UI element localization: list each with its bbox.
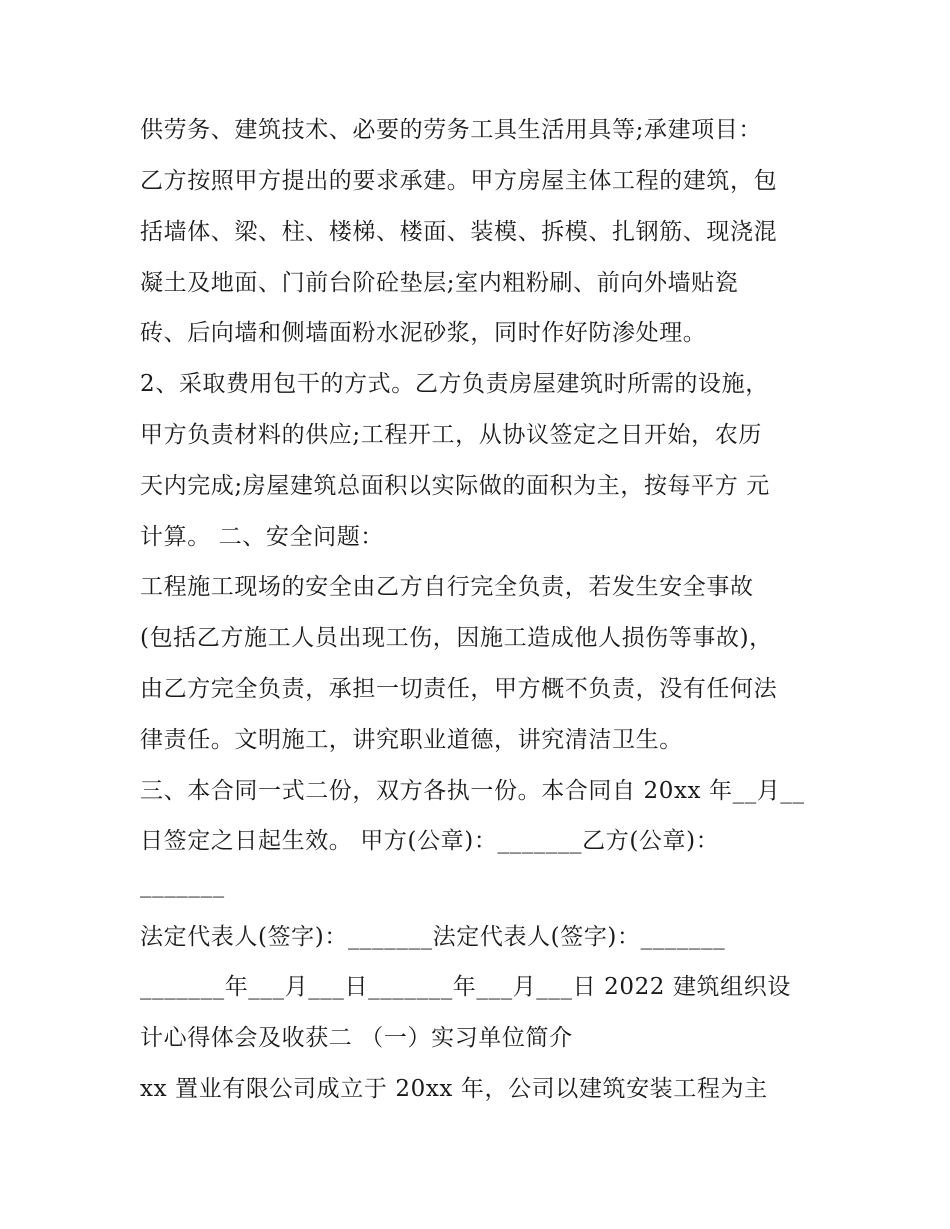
text-line: 2、采取费用包干的方式。乙方负责房屋建筑时所需的设施， <box>140 371 769 397</box>
text-line: _______ <box>140 872 225 898</box>
text-line: 乙方按照甲方提出的要求承建。甲方房屋主体工程的建筑，包 <box>140 168 778 194</box>
text-line: 甲方负责材料的供应;工程开工，从协议签定之日开始，农历 <box>140 422 762 448</box>
text-line: 工程施工现场的安全由乙方自行完全负责，若发生安全事故 <box>140 574 754 600</box>
text-line: 计心得体会及收获二 （一）实习单位简介 <box>140 1025 573 1051</box>
text-line: 三、本合同一式二份，双方各执一份。本合同自 20xx 年__月__ <box>140 778 805 804</box>
text-line: 天内完成;房屋建筑总面积以实际做的面积为主，按每平方 元 <box>140 473 770 499</box>
text-line: _______年___月___日_______年___月___日 2022 建筑组织设 <box>140 974 791 1000</box>
text-line: 由乙方完全负责，承担一切责任，甲方概不负责，没有任何法 <box>140 676 778 702</box>
text-line: 日签定之日起生效。 甲方(公章)：_______乙方(公章)： <box>140 828 720 854</box>
text-line: (包括乙方施工人员出现工伤，因施工造成他人损伤等事故)， <box>140 625 773 651</box>
text-line: 律责任。文明施工，讲究职业道德，讲究清洁卫生。 <box>140 727 683 753</box>
text-line: 计算。 二、安全问题： <box>140 524 384 550</box>
text-line: 砖、后向墙和侧墙面粉水泥砂浆，同时作好防渗处理。 <box>140 320 707 346</box>
text-line: 凝土及地面、门前台阶砼垫层;室内粗粉刷、前向外墙贴瓷 <box>140 270 739 296</box>
text-line: 括墙体、梁、柱、楼梯、楼面、装模、拆模、扎钢筋、现浇混 <box>140 219 778 245</box>
text-line: 法定代表人(签字)：_______法定代表人(签字)：_______ <box>140 924 726 950</box>
text-line: 供劳务、建筑技术、必要的劳务工具生活用具等;承建项目： <box>140 117 762 143</box>
text-line: xx 置业有限公司成立于 20xx 年，公司以建筑安装工程为主 <box>140 1076 768 1102</box>
